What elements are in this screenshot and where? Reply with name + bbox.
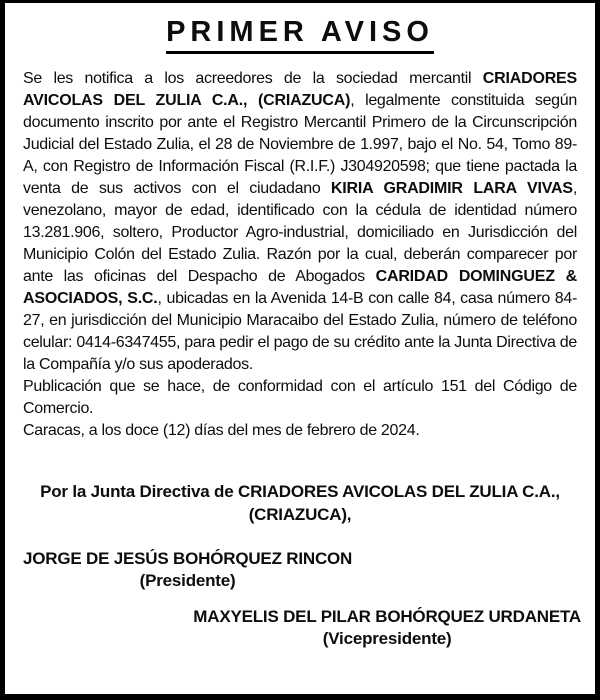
board-statement (5, 480, 595, 526)
notice-text-segment: , venezolano, mayor de edad, identificado con la cédula de identidad número 13.281.906, soltero, Productor Agro-industrial, domiciliado en Jurisdicción del Municipio Colón del Estado Zulia. Razón por la cual, deberán comparecer por ante las oficinas del Despacho de Abogados (23, 180, 577, 286)
notice-bold-segment: CRIADORES AVICOLAS DEL ZULIA C.A., (CRIAZUCA) (23, 70, 577, 110)
board-statement-line2: (CRIAZUCA), (248, 505, 352, 525)
notice-body (23, 68, 577, 442)
notice-text-segment: , legalmente constituida según documento inscrito por ante el Registro Mercantil Primero de la Circunscripción Judicial del Estado Zulia, el 28 de Noviembre de 1.997, bajo el No. 54, Tomo 89-A, con Registro de Información Fiscal (R.I.F.) J304920598; que tiene pactada la venta de sus activos con el ciudadano (23, 92, 577, 198)
notice-dateline: Caracas, a los doce (12) días del mes de febrero de 2024. (23, 422, 420, 440)
president-signature-row (5, 548, 595, 592)
notice-text-segment: Se les notifica a los acreedores de la sociedad mercantil (23, 70, 483, 88)
vicepresident-title: (Vicepresidente) (322, 629, 452, 649)
president-name: JORGE DE JESÚS BOHÓRQUEZ RINCON (23, 549, 353, 569)
notice-text-segment: , ubicadas en la Avenida 14-B con calle 84, casa número 84-27, en jurisdicción del Municipio Maracaibo del Estado Zulia, número de teléfono celular: 0414-6347455, para pedir el pago de su crédito ante la Junta Directiva de la Compañía y/o sus apoderados. (23, 290, 577, 374)
vicepresident-name: MAXYELIS DEL PILAR BOHÓRQUEZ URDANETA (193, 607, 581, 627)
notice-title (5, 16, 595, 49)
notice-paragraph-legal: Publicación que se hace, de conformidad con el artículo 151 del Código de Comercio. (23, 378, 577, 418)
notice-bold-segment: KIRIA GRADIMIR LARA VIVAS (330, 180, 573, 198)
notice-bold-segment: CARIDAD DOMINGUEZ & ASOCIADOS, S.C. (23, 268, 577, 308)
vicepresident-signature-block (193, 606, 581, 650)
vicepresident-signature-row (5, 606, 595, 650)
president-signature-block (23, 548, 352, 592)
president-title: (Presidente) (139, 571, 236, 591)
notice-title-text: PRIMER AVISO (166, 16, 434, 54)
board-statement-line1: Por la Junta Directiva de CRIADORES AVICOLAS DEL ZULIA C.A., (40, 482, 560, 502)
notice-paragraph-main (23, 68, 577, 376)
